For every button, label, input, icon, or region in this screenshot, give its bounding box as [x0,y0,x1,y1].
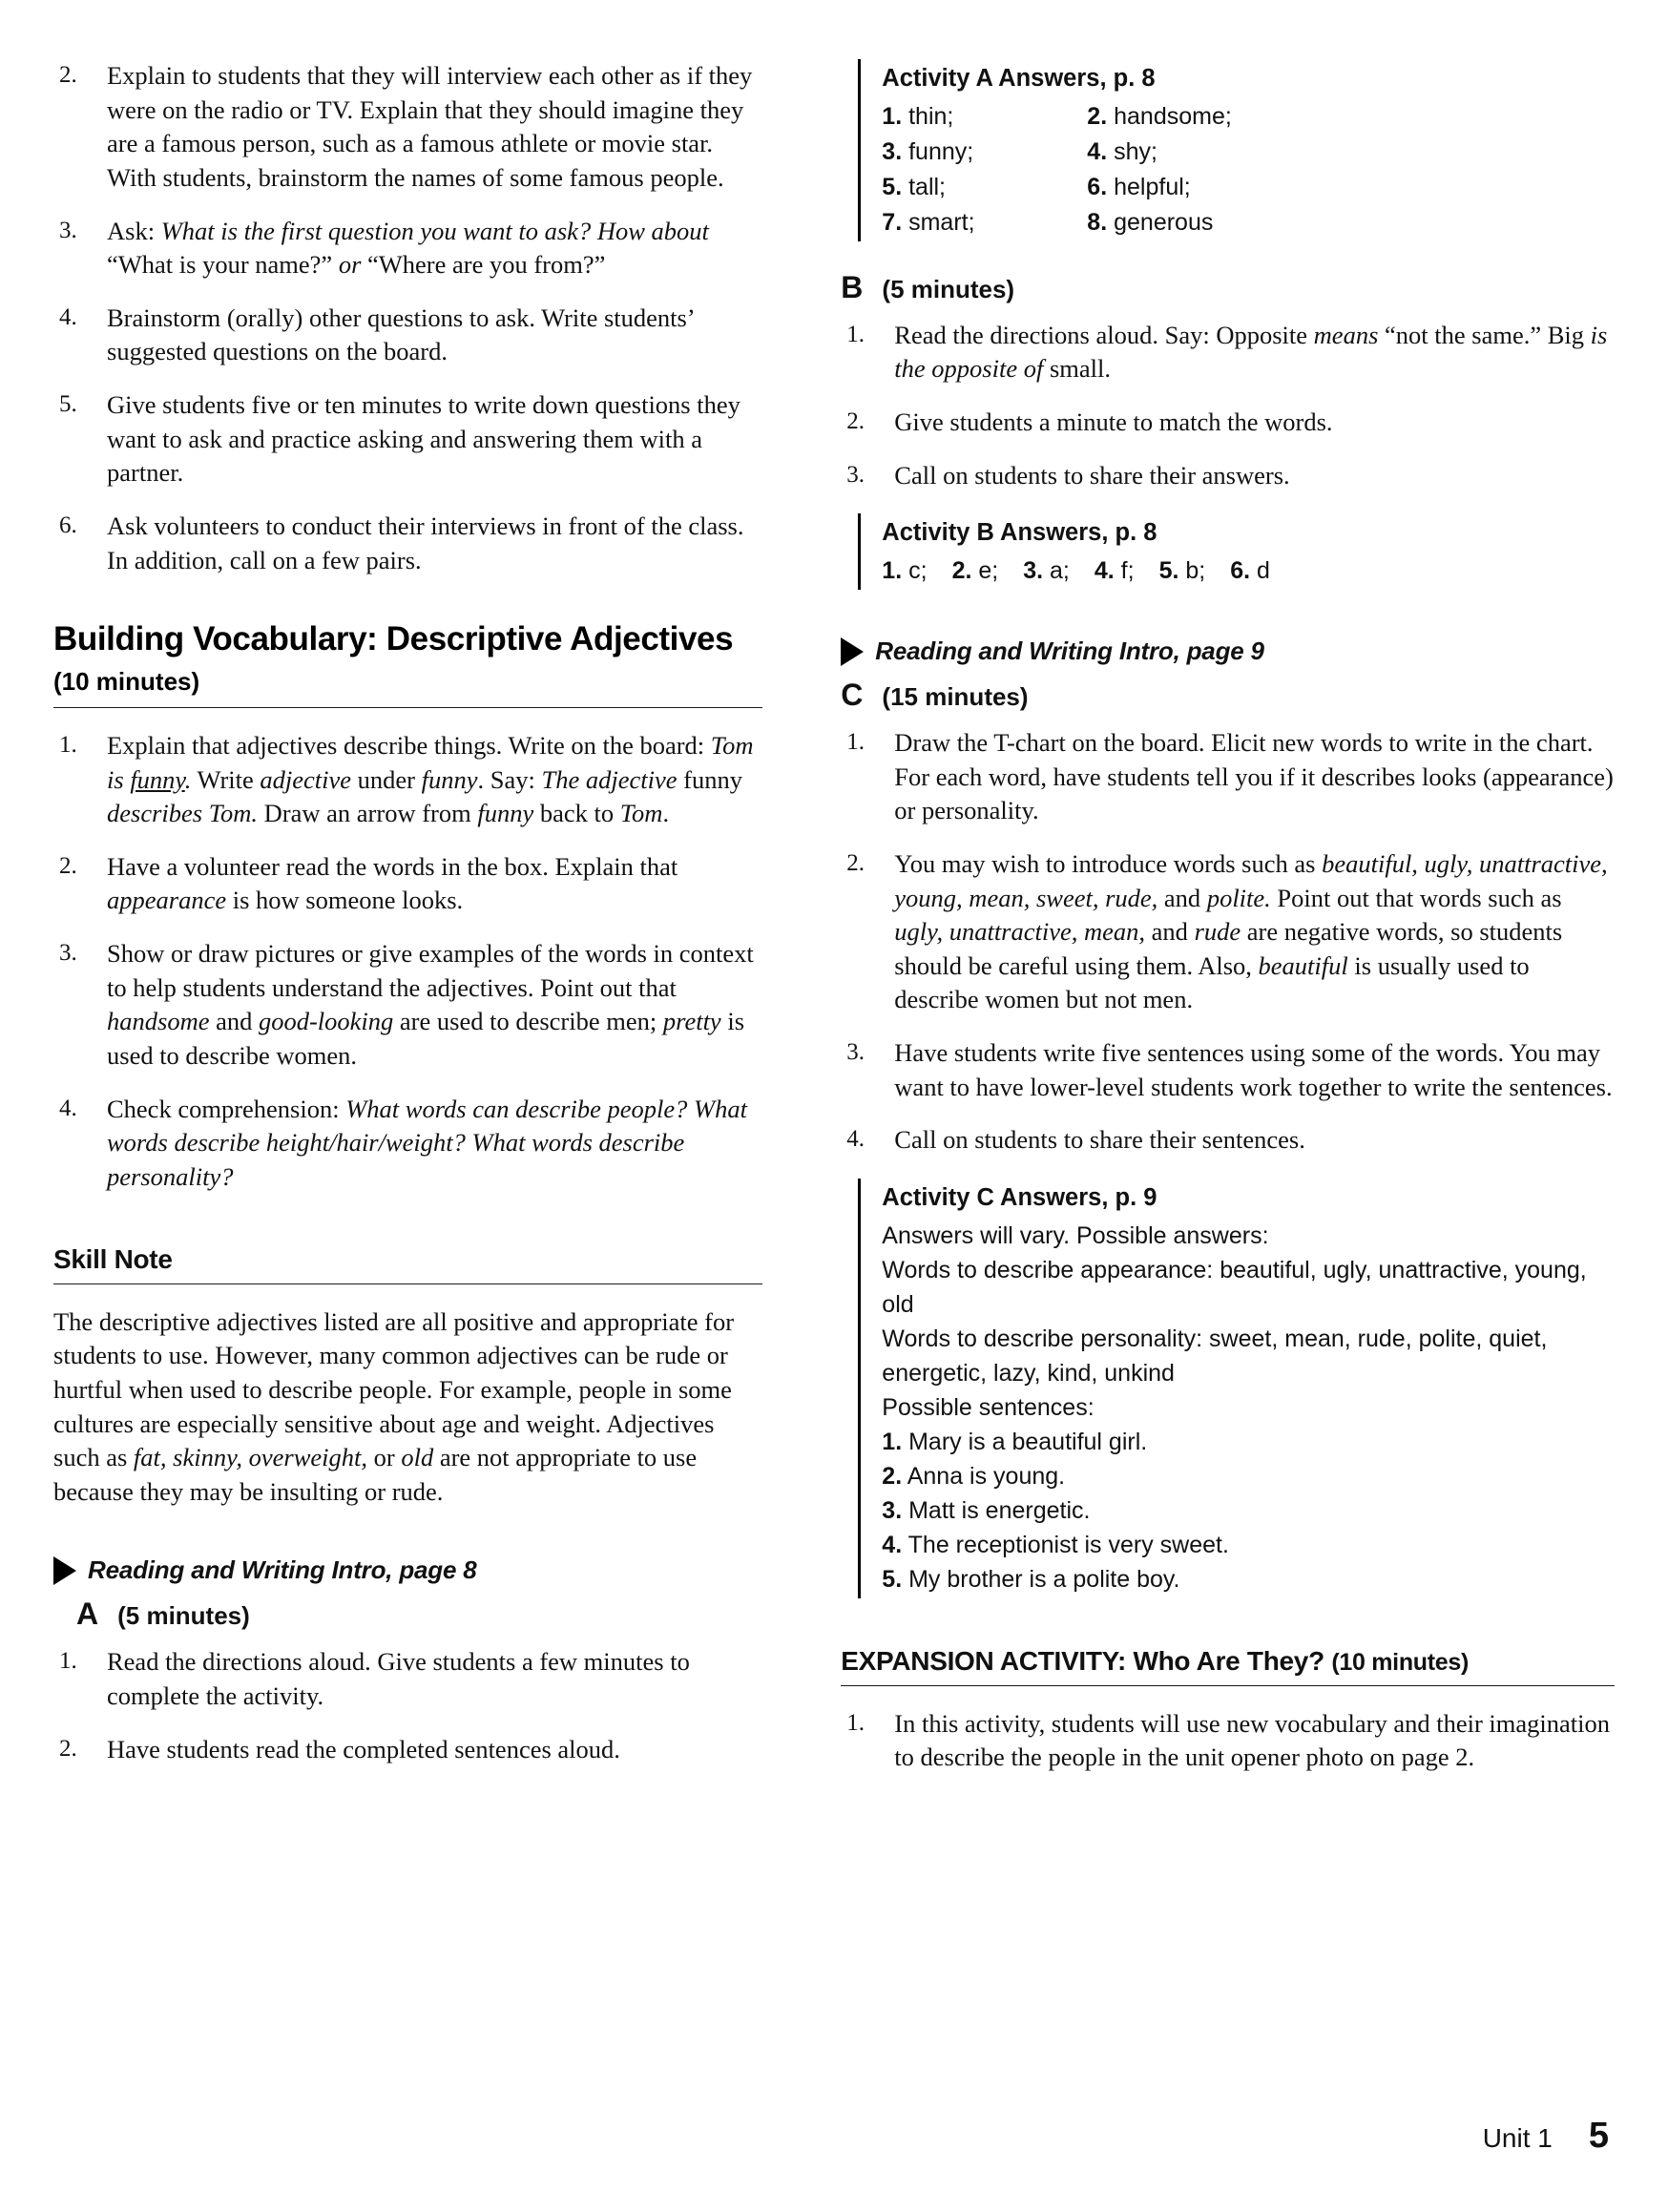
list-item [53,1093,762,1195]
list-item-text: Explain to students that they will interview each other as if they were on the radio or TV. Explain that they should imagine they are a famous person, such as a famous athlete or movie star. With students, brainstorm the names of some famous people. [107,61,753,192]
continued-instruction-list [53,59,762,577]
building-vocabulary-heading [53,619,762,699]
list-item-number: 2. [846,849,865,876]
list-item [53,850,762,918]
list-item-number: 6. [59,512,77,539]
activity-c-answers-box [858,1179,1615,1598]
list-item-text: Ask: What is the first question you want to ask? How about “What is your name?” or “Where are you from?” [107,216,709,280]
list-item-text: Give students a minute to match the words. [894,407,1333,436]
list-item [53,510,762,577]
activity-c-answers-title: Activity C Answers, p. 9 [882,1184,1157,1212]
list-item-text: Have students write five sentences using some of the words. You may want to have lower-level students work together to write the sentences. [894,1038,1613,1101]
expansion-instruction-list [841,1707,1615,1775]
book-reference-page8 [53,1555,762,1585]
list-item-number: 3. [846,1039,865,1066]
answer-cell: 4. shy; [1087,137,1157,165]
answer-line: Answers will vary. Possible answers: [882,1221,1269,1249]
list-item [841,847,1615,1017]
activity-b-answers-title: Activity B Answers, p. 8 [882,519,1157,547]
skill-note-heading: Skill Note [53,1243,173,1274]
section-title-text: Building Vocabulary: Descriptive Adjectives [53,620,734,658]
list-item-text: Ask volunteers to conduct their interviews in front of the class. In addition, call on a few pairs. [107,511,744,574]
list-item-number: 2. [846,408,865,434]
list-item-number: 1. [846,1709,865,1736]
list-item-text: Draw the T-chart on the board. Elicit new words to write in the chart. For each word, have students tell you if it describes looks (appearance) or personality. [894,728,1614,825]
list-item-number: 4. [59,1095,77,1121]
list-item-text: Show or draw pictures or give examples of the words in context to help students understand the adjectives. Point out that handsome and good-looking are used to describe men; pretty is used to describe women. [107,939,754,1071]
list-item-number: 3. [59,940,77,967]
list-item-number: 5. [59,391,77,418]
skill-note-divider [53,1283,762,1284]
answer-sentence: 1. Mary is a beautiful girl. [882,1428,1148,1455]
list-item-text: Read the directions aloud. Give students a few minutes to complete the activity. [107,1647,690,1711]
two-column-layout [53,59,1615,2111]
list-item-number: 4. [59,303,77,330]
vocabulary-instruction-list [53,729,762,1195]
answer-item: 6. d [1230,557,1270,584]
activity-b-answers-line [882,553,1615,588]
list-item-number: 2. [59,852,77,879]
list-item-text: Brainstorm (orally) other questions to ask. Write students’ suggested questions on the board. [107,303,694,366]
list-item-number: 1. [846,321,865,347]
activity-minutes: (15 minutes) [882,682,1029,711]
list-item-text: Check comprehension: What words can describe people? What words describe height/hair/weight? What words describe personality? [107,1094,747,1191]
activity-c-answer-lines [882,1219,1615,1425]
page-number: 5 [1588,2116,1609,2156]
list-item-text: Have students read the completed sentences aloud. [107,1734,620,1763]
activity-letter: B [841,269,864,304]
list-item-text: Call on students to share their sentences. [894,1125,1305,1155]
list-item-text: Explain that adjectives describe things. Write on the board: Tom is funny. Write adjective under funny. Say: The adjective funny describes Tom. Draw an arrow from funny back to Tom. [107,730,754,828]
list-item-text: You may wish to introduce words such as beautiful, ugly, unattractive, young, mean, sweet, rude, and polite. Point out that words such as ugly, unattractive, mean, and rude are negative words, so students should be careful using them. Also, beautiful is usually used to describe women but not men. [894,848,1608,1014]
answer-cell: 3. funny; [882,137,974,165]
list-item [53,388,762,490]
book-reference-label: Reading and Writing Intro, page 9 [875,636,1264,665]
answer-sentence: 4. The receptionist is very sweet. [882,1531,1229,1558]
list-item [53,1645,762,1713]
skill-note-body: The descriptive adjectives listed are all positive and appropriate for students to use. However, many common adjectives can be rude or hurtful when used to describe people. For example, people in some cultures are especially sensitive about age and weight. Adjectives such as fat, skinny, overweight, or old are not appropriate to use because they may be insulting or rude. [53,1306,735,1506]
activity-letter: A [76,1596,99,1632]
list-item-number: 3. [846,461,865,488]
list-item [841,1707,1615,1775]
list-item-text: Have a volunteer read the words in the box. Explain that appearance is how someone looks. [107,851,678,915]
heading-divider [53,707,762,708]
list-item [53,937,762,1074]
answer-line: Possible sentences: [882,1393,1095,1421]
activity-b-answers-box [858,513,1615,590]
list-item-number: 2. [59,1735,77,1762]
activity-a-answers-grid [882,99,1615,240]
answer-sentence: 2. Anna is young. [882,1462,1066,1490]
list-item [53,1733,762,1767]
page-footer [1483,2116,1609,2157]
list-item [53,59,762,196]
answer-cell: 5. tall; [882,173,947,200]
list-item-text: In this activity, students will use new vocabulary and their imagination to describe the people in the unit opener photo on page 2. [894,1708,1610,1772]
list-item-text: Read the directions aloud. Say: Opposite means “not the same.” Big is the opposite of small. [894,320,1608,384]
list-item [841,726,1615,828]
list-item [53,215,762,282]
left-column [53,59,801,2111]
list-item [841,459,1615,493]
list-item [841,1123,1615,1158]
book-reference-page9 [841,636,1615,666]
expansion-title: EXPANSION ACTIVITY: Who Are They? [841,1645,1324,1676]
activity-minutes: (5 minutes) [882,274,1015,303]
list-item [53,302,762,369]
list-item-number: 1. [59,731,77,758]
answer-line: Words to describe personality: sweet, mean, rude, polite, quiet, energetic, lazy, kind, unkind [882,1325,1548,1387]
list-item [841,1036,1615,1104]
list-item-number: 3. [59,217,77,243]
answer-item: 3. a; [1023,557,1070,584]
answer-cell: 1. thin; [882,102,954,130]
answer-item: 2. e; [951,557,999,584]
triangle-marker-icon [53,1556,76,1585]
triangle-marker-icon [841,637,864,666]
activity-letter: C [841,678,864,712]
activity-a-answers-title: Activity A Answers, p. 8 [882,65,1156,92]
activity-minutes: (5 minutes) [117,1601,250,1631]
activity-a-answers-box [858,59,1615,241]
expansion-minutes: (10 minutes) [1331,1648,1470,1676]
answer-item: 4. f; [1094,557,1135,584]
expansion-activity-heading [841,1646,1615,1677]
answer-item: 5. b; [1158,557,1206,584]
list-item [841,406,1615,440]
activity-b-heading [841,270,1615,305]
list-item-number: 2. [59,62,77,88]
answer-item: 1. c; [882,557,928,584]
list-item-number: 4. [846,1126,865,1153]
activity-b-instruction-list [841,319,1615,493]
activity-a-heading [76,1596,762,1632]
list-item-text: Give students five or ten minutes to write down questions they want to ask and practice asking and answering them with a partner. [107,390,740,488]
answer-cell: 6. helpful; [1087,173,1191,200]
expansion-divider [841,1685,1615,1686]
activity-a-instruction-list [53,1645,762,1766]
answer-line: Words to describe appearance: beautiful, ugly, unattractive, young, old [882,1256,1587,1318]
answer-sentence: 5. My brother is a polite boy. [882,1565,1180,1593]
activity-c-answer-sentences [882,1425,1615,1596]
answer-cell: 2. handsome; [1087,102,1232,130]
list-item [53,729,762,831]
activity-c-heading [841,678,1615,713]
unit-label: Unit 1 [1482,2123,1553,2153]
list-item [841,319,1615,386]
answer-cell: 7. smart; [882,208,975,236]
right-column [801,59,1615,2111]
answer-cell: 8. generous [1087,208,1214,236]
activity-c-instruction-list [841,726,1615,1158]
list-item-number: 1. [846,729,865,755]
list-item-text: Call on students to share their answers. [894,460,1290,490]
book-reference-label: Reading and Writing Intro, page 8 [88,1555,477,1584]
list-item-number: 1. [59,1648,77,1675]
answer-sentence: 3. Matt is energetic. [882,1496,1091,1524]
section-title-minutes: (10 minutes) [53,666,200,696]
